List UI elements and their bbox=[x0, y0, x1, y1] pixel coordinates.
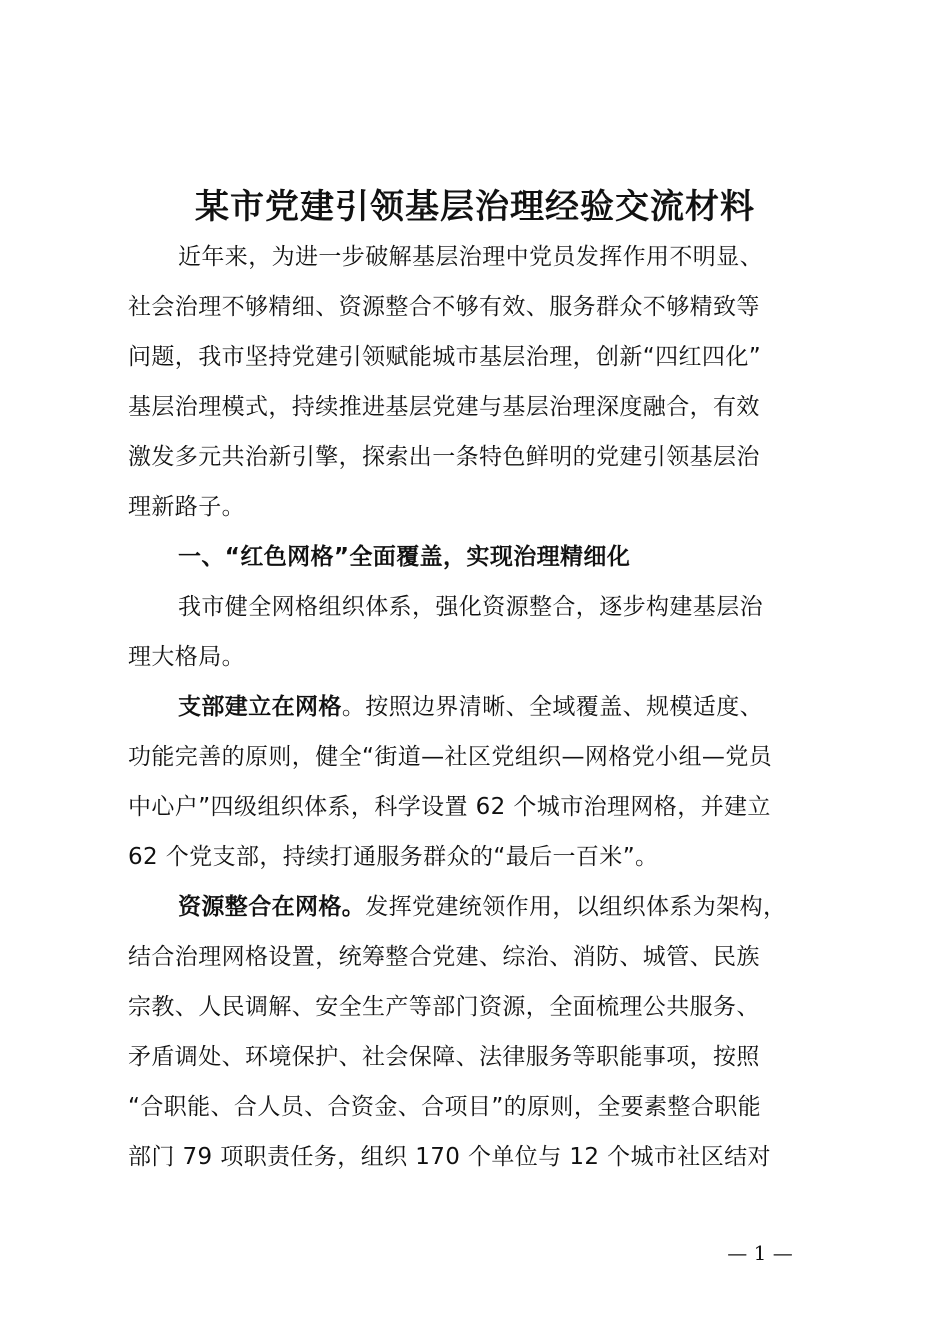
document-title: 某市党建引领基层治理经验交流材料 bbox=[195, 187, 755, 227]
section-intro-line: 我市健全网格组织体系，强化资源整合，逐步构建基层治 bbox=[178, 594, 763, 620]
branch-paragraph-line: 功能完善的原则，健全“街道—社区党组织—网格党小组—党员 bbox=[128, 744, 773, 770]
page-number: — 1 — bbox=[727, 1241, 793, 1265]
resource-paragraph-line: 矛盾调处、环境保护、社会保障、法律服务等职能事项，按照 bbox=[128, 1044, 760, 1070]
intro-line: 基层治理模式，持续推进基层党建与基层治理深度融合，有效 bbox=[128, 394, 760, 420]
resource-paragraph-line: “合职能、合人员、合资金、合项目”的原则，全要素整合职能 bbox=[128, 1094, 762, 1120]
branch-paragraph-text: 。按照边界清晰、全域覆盖、规模适度、 bbox=[341, 694, 764, 720]
branch-paragraph-lead: 支部建立在网格 bbox=[178, 694, 342, 720]
resource-paragraph-line: 宗教、人民调解、安全生产等部门资源，全面梳理公共服务、 bbox=[128, 994, 760, 1020]
section-heading: 一、“红色网格”全面覆盖，实现治理精细化 bbox=[178, 544, 631, 570]
resource-paragraph-line: 部门 79 项职责任务，组织 170 个单位与 12 个城市社区结对 bbox=[128, 1144, 771, 1170]
intro-line: 近年来，为进一步破解基层治理中党员发挥作用不明显、 bbox=[178, 244, 763, 270]
document-body bbox=[128, 232, 848, 1182]
resource-paragraph-first-line bbox=[128, 882, 848, 932]
intro-line: 问题，我市坚持党建引领赋能城市基层治理，创新“四红四化” bbox=[128, 344, 762, 370]
branch-paragraph-first-line bbox=[128, 682, 848, 732]
intro-line: 理新路子。 bbox=[128, 494, 245, 520]
branch-paragraph-line: 62 个党支部，持续打通服务群众的“最后一百米”。 bbox=[128, 844, 659, 870]
resource-paragraph-lead: 资源整合在网格。 bbox=[178, 894, 366, 920]
intro-line: 社会治理不够精细、资源整合不够有效、服务群众不够精致等 bbox=[128, 294, 760, 320]
intro-line: 激发多元共治新引擎，探索出一条特色鲜明的党建引领基层治 bbox=[128, 444, 760, 470]
resource-paragraph-line: 结合治理网格设置，统筹整合党建、综治、消防、城管、民族 bbox=[128, 944, 760, 970]
branch-paragraph-line: 中心户”四级组织体系，科学设置 62 个城市治理网格，并建立 bbox=[128, 794, 771, 820]
section-intro-line: 理大格局。 bbox=[128, 644, 245, 670]
resource-paragraph-text: 发挥党建统领作用，以组织体系为架构， bbox=[365, 894, 787, 920]
